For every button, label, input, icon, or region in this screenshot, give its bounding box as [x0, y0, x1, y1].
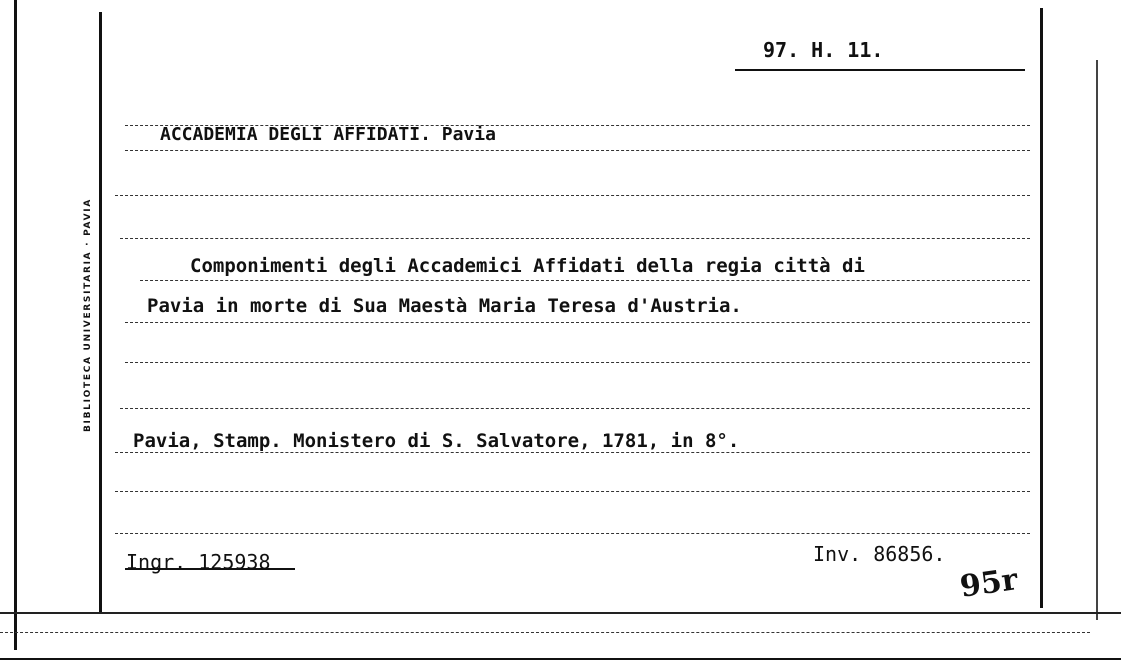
card-left-margin-line: [99, 12, 102, 612]
ruled-line: [125, 150, 1030, 151]
imprint-line: Pavia, Stamp. Monistero di S. Salvatore, 1781, in 8°.: [133, 430, 740, 452]
card-outer-edge-line: [14, 0, 17, 650]
handwritten-note: 95r: [957, 562, 1020, 605]
card-right-margin-line: [1040, 8, 1043, 608]
ruled-line: [115, 195, 1030, 196]
card-bottom-edge-line: [0, 612, 1121, 614]
ruled-line: [115, 491, 1030, 492]
card-bottom-dashed-line: [0, 632, 1090, 633]
ruled-line: [140, 280, 1030, 281]
ruled-line: [120, 408, 1030, 409]
card-far-edge-line: [1096, 60, 1098, 620]
scan-bottom-edge-line: [0, 658, 1121, 660]
title-line-1: Componimenti degli Accademici Affidati della regia città di: [190, 255, 865, 277]
ruled-line: [125, 362, 1030, 363]
ruled-line: [125, 322, 1030, 323]
ruled-line: [115, 533, 1030, 534]
ingresso-number: Ingr. 125938: [126, 550, 271, 574]
title-line-2: Pavia in morte di Sua Maestà Maria Teresa d'Austria.: [147, 295, 742, 317]
library-stamp: BIBLIOTECA UNIVERSITARIA · PAVIA: [83, 198, 93, 432]
main-heading: ACCADEMIA DEGLI AFFIDATI. Pavia: [160, 124, 496, 145]
inventario-number: Inv. 86856.: [813, 542, 946, 566]
shelfmark: 97. H. 11.: [763, 38, 884, 62]
ruled-line: [115, 452, 1030, 453]
ruled-line: [120, 238, 1030, 239]
shelfmark-underline: [735, 69, 1025, 71]
